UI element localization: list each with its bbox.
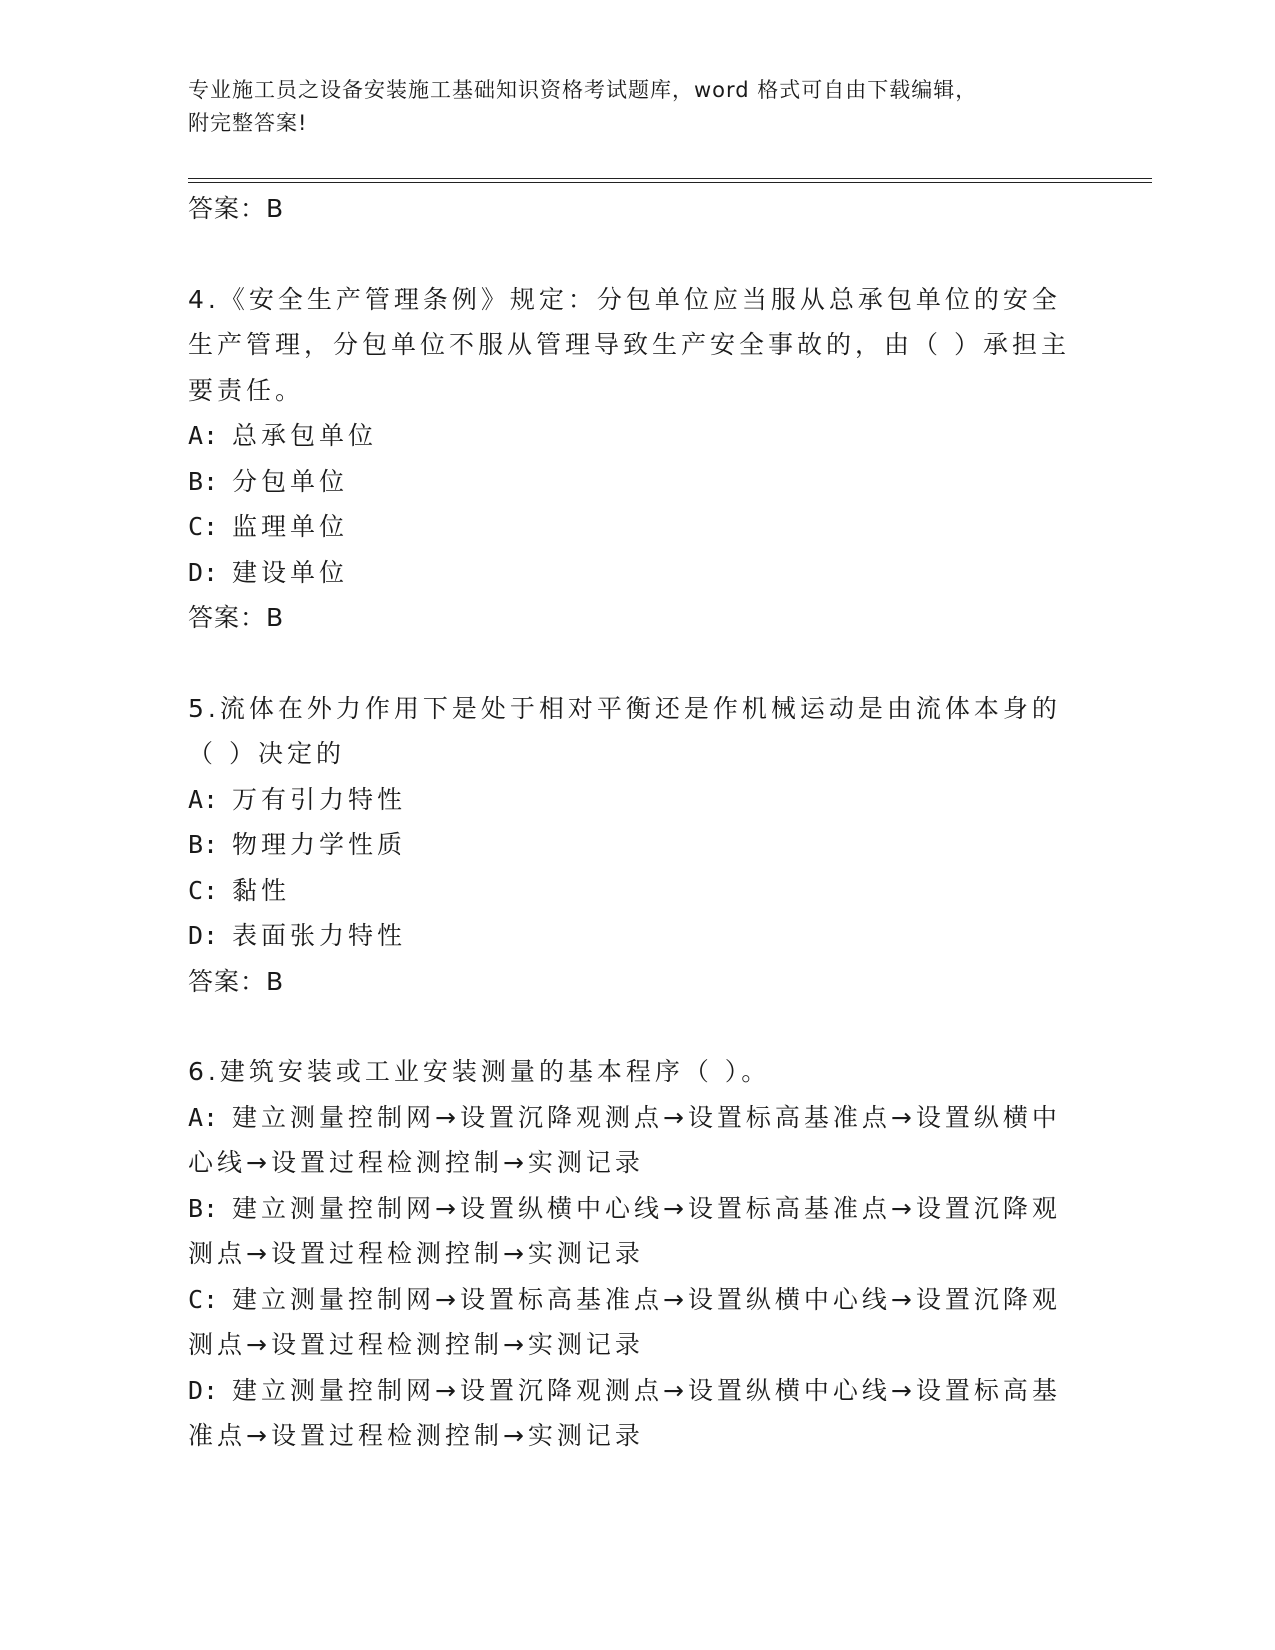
header-rule-top <box>188 178 1152 179</box>
question-text-line: 5.流体在外力作用下是处于相对平衡还是作机械运动是由流体本身的 <box>188 693 1061 723</box>
option-d-continued: 准点→设置过程检测控制→实测记录 <box>188 1421 644 1450</box>
question-text-line: 6.建筑安装或工业安装测量的基本程序（ ）。 <box>188 1057 771 1086</box>
option-letter: B: <box>188 1193 219 1223</box>
answer-line: 答案：B <box>188 966 285 996</box>
option-a <box>188 413 1068 459</box>
option-b <box>188 1186 1068 1232</box>
header-line-1: 专业施工员之设备安装施工基础知识资格考试题库，word 格式可自由下载编辑， <box>188 78 978 102</box>
option-letter: A: <box>188 1102 219 1132</box>
option-letter: B: <box>188 830 219 859</box>
question-block-5 <box>188 686 1068 1005</box>
question-text-line: 要责任。 <box>188 375 305 405</box>
block-gap <box>188 232 1068 277</box>
option-b-continued: 测点→设置过程检测控制→实测记录 <box>188 1239 644 1268</box>
option-text: 总承包单位 <box>232 421 378 450</box>
option-text: 表面张力特性 <box>232 921 407 950</box>
answer-line: 答案：B <box>188 194 285 223</box>
document-body <box>188 186 1068 1459</box>
option-c <box>188 1277 1068 1323</box>
option-text: 建立测量控制网→设置沉降观测点→设置纵横中心线→设置标高基 <box>232 1375 1061 1405</box>
option-letter: D: <box>188 921 219 950</box>
block-gap <box>188 1004 1068 1049</box>
option-text: 黏性 <box>232 875 291 905</box>
header-line-2: 附完整答案! <box>188 111 308 135</box>
option-letter: C: <box>188 1284 219 1314</box>
header-rule-bottom <box>188 182 1152 183</box>
option-a <box>188 777 1068 823</box>
option-c <box>188 504 1068 550</box>
option-letter: C: <box>188 512 219 541</box>
question-block-6 <box>188 1049 1068 1459</box>
question-text-line: 4.《安全生产管理条例》规定：分包单位应当服从总承包单位的安全 <box>188 284 1061 314</box>
block-gap <box>188 641 1068 686</box>
option-letter: D: <box>188 557 219 587</box>
option-c <box>188 868 1068 914</box>
option-letter: D: <box>188 1375 219 1405</box>
option-text: 建立测量控制网→设置沉降观测点→设置标高基准点→设置纵横中 <box>232 1102 1061 1132</box>
option-b <box>188 822 1068 868</box>
option-letter: A: <box>188 421 219 450</box>
option-text: 分包单位 <box>232 466 349 496</box>
document-header <box>188 74 1088 140</box>
option-letter: A: <box>188 784 219 814</box>
option-text: 物理力学性质 <box>232 830 407 859</box>
answer-line: 答案：B <box>188 603 285 632</box>
option-c-continued: 测点→设置过程检测控制→实测记录 <box>188 1330 644 1359</box>
question-text-line: 生产管理，分包单位不服从管理导致生产安全事故的，由（ ）承担主 <box>188 330 1070 359</box>
question-block-4 <box>188 277 1068 641</box>
option-b <box>188 459 1068 505</box>
option-text: 建立测量控制网→设置纵横中心线→设置标高基准点→设置沉降观 <box>232 1193 1061 1223</box>
option-text: 建立测量控制网→设置标高基准点→设置纵横中心线→设置沉降观 <box>232 1284 1061 1314</box>
option-text: 建设单位 <box>232 557 349 587</box>
option-text: 监理单位 <box>232 512 349 541</box>
option-letter: B: <box>188 466 219 496</box>
option-d <box>188 913 1068 959</box>
option-text: 万有引力特性 <box>232 784 407 814</box>
option-d <box>188 550 1068 596</box>
option-a <box>188 1095 1068 1141</box>
option-d <box>188 1368 1068 1414</box>
question-text-line: （ ）决定的 <box>188 739 345 768</box>
option-letter: C: <box>188 875 219 905</box>
option-a-continued: 心线→设置过程检测控制→实测记录 <box>188 1148 644 1177</box>
